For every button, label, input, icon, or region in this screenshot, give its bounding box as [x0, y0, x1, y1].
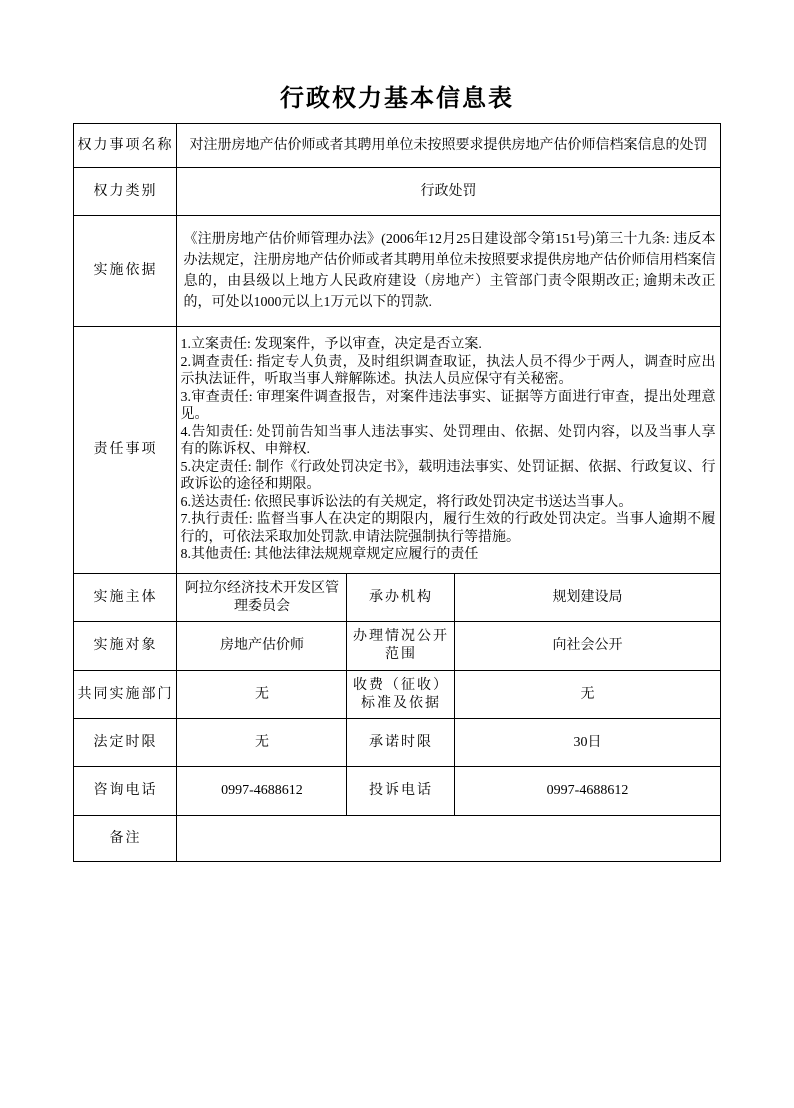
- joint-departments-value: 无: [177, 671, 347, 719]
- duty-item-enforcement: 7.执行责任: 监督当事人在决定的期限内，履行生效的行政处罚决定。当事人逾期不履行的，可依法采取加处罚款.申请法院强制执行等措施。: [180, 512, 716, 545]
- complaint-phone-value: 0997-4688612: [455, 767, 720, 816]
- duty-item-decision: 5.决定责任: 制作《行政处罚决定书》，载明违法事实、处罚证据、依据、行政复议、行政诉讼的途径和期限。: [180, 459, 716, 493]
- duty-item-filing: 1.立案责任: 发现案件，予以审查，决定是否立案.: [180, 337, 482, 353]
- remarks-value: [177, 816, 720, 862]
- fee-standard-value: 无: [455, 671, 720, 719]
- responsibility-items: [177, 327, 720, 574]
- admin-power-info-table: [73, 123, 720, 862]
- disclosure-scope-label: 办理情况公开范围: [347, 622, 455, 671]
- undertaking-agency-value: 规划建设局: [455, 574, 720, 622]
- fee-standard-label: 收费（征收）标准及依据: [347, 671, 455, 719]
- row-statutory-time-limit: [74, 719, 720, 767]
- power-category-value: 行政处罚: [177, 168, 720, 216]
- row-consultation-phone: [74, 767, 720, 816]
- row-power-name: [74, 124, 720, 168]
- statutory-limit-value: 无: [177, 719, 347, 767]
- responsibility-label: 责任事项: [74, 327, 177, 574]
- remarks-label: 备注: [74, 816, 177, 862]
- power-name-label: 权力事项名称: [74, 124, 177, 168]
- duty-item-delivery: 6.送达责任: 依照民事诉讼法的有关规定，将行政处罚决定书送达当事人。: [180, 494, 633, 510]
- implementation-target-value: 房地产估价师: [177, 622, 347, 671]
- consultation-phone-label: 咨询电话: [74, 767, 177, 816]
- row-remarks: [74, 816, 720, 862]
- implementing-body-value: 阿拉尔经济技术开发区管理委员会: [177, 574, 347, 622]
- row-joint-departments: [74, 671, 720, 719]
- row-implementation-target: [74, 622, 720, 671]
- undertaking-agency-label: 承办机构: [347, 574, 455, 622]
- joint-departments-label: 共同实施部门: [74, 671, 177, 719]
- row-implementing-body: [74, 574, 720, 622]
- statutory-limit-label: 法定时限: [74, 719, 177, 767]
- page-title: 行政权力基本信息表: [280, 86, 514, 112]
- power-category-label: 权力类别: [74, 168, 177, 216]
- implementation-basis-label: 实施依据: [74, 216, 177, 327]
- consultation-phone-value: 0997-4688612: [177, 767, 347, 816]
- promised-limit-label: 承诺时限: [347, 719, 455, 767]
- duty-item-investigation: 2.调查责任: 指定专人负责，及时组织调查取证，执法人员不得少于两人，调查时应出示执法证件，听取当事人辩解陈述。执法人员应保守有关秘密。: [180, 354, 716, 388]
- power-name-value: 对注册房地产估价师或者其聘用单位未按照要求提供房地产估价师信档案信息的处罚: [177, 124, 720, 168]
- complaint-phone-label: 投诉电话: [347, 767, 455, 816]
- disclosure-scope-value: 向社会公开: [455, 622, 720, 671]
- row-implementation-basis: [74, 216, 720, 327]
- duty-item-review: 3.审查责任: 审理案件调查报告，对案件违法事实、证据等方面进行审查，提出处理意见。: [180, 389, 716, 423]
- duty-item-notification: 4.告知责任: 处罚前告知当事人违法事实、处罚理由、依据、处罚内容，以及当事人享有的陈诉权、申辩权.: [180, 424, 716, 458]
- row-power-category: [74, 168, 720, 216]
- row-responsibility-items: [74, 327, 720, 574]
- duty-item-other: 8.其他责任: 其他法律法规规章规定应履行的责任: [180, 547, 479, 563]
- implementation-basis-value: 《注册房地产估价师管理办法》(2006年12月25日建设部令第151号)第三十九条: 违反本办法规定，注册房地产估价师或者其聘用单位未按照要求提供房地产估价师信用档案信息的，由县级以上地方人民政府建设（房地产）主管部门责令限期改正; 逾期未改正的，可处以1000元以上1万元以下的罚款.: [177, 216, 720, 327]
- implementation-target-label: 实施对象: [74, 622, 177, 671]
- promised-limit-value: 30日: [455, 719, 720, 767]
- implementing-body-label: 实施主体: [74, 574, 177, 622]
